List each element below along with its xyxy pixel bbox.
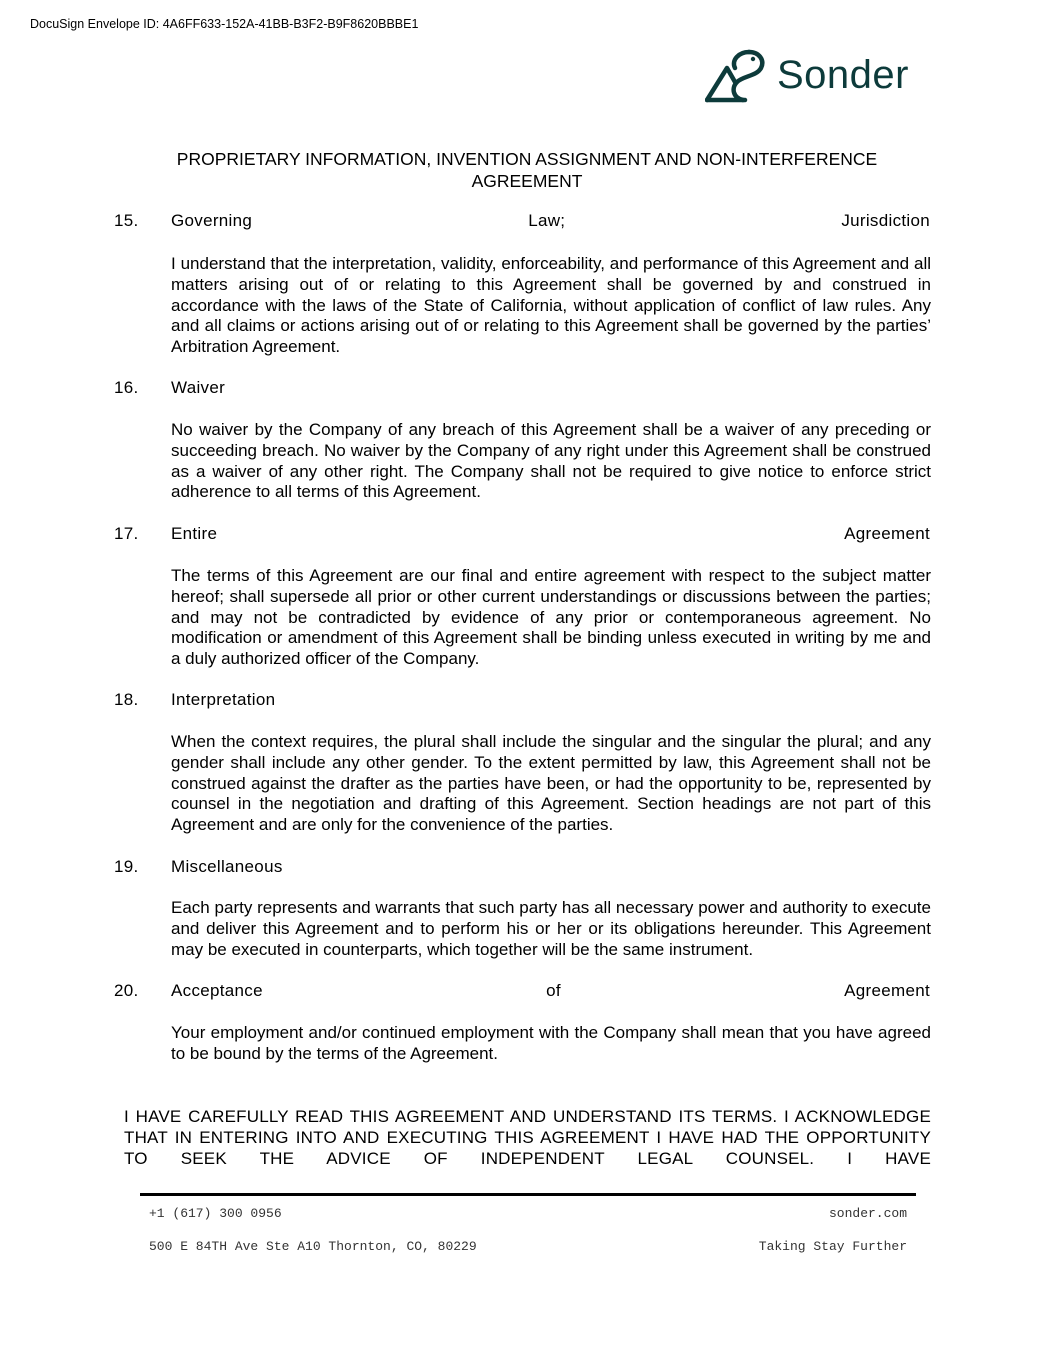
section-number: 16.: [114, 378, 139, 397]
heading-word: Law;: [528, 211, 566, 230]
section-number: 19.: [114, 857, 139, 876]
heading-word: Entire: [171, 524, 218, 543]
footer-website: sonder.com: [828, 1206, 907, 1221]
section-heading: [0, 211, 1055, 232]
footer-address: 500 E 84TH Ave Ste A10 Thornton, CO, 80229: [149, 1239, 477, 1254]
heading-word: of: [546, 981, 561, 1000]
heading-word: Agreement: [844, 981, 930, 1000]
section-body: When the context requires, the plural shall include the singular and the singular the plural; and any gender shall include any other gender. To the extent permitted by law, this Agreement shall not be construed against the drafter as the parties have been, or had the opportunity to be, represented by counsel in the negotiation and drafting of this Agreement. Section headings are not part of this Agreement and are only for the convenience of the parties.: [171, 732, 931, 835]
heading-word: Governing: [171, 211, 253, 230]
sonder-bird-logo-icon: [705, 46, 769, 104]
heading-word: Waiver: [171, 378, 226, 397]
heading-word: Miscellaneous: [171, 857, 283, 876]
heading-word: Agreement: [844, 524, 930, 543]
document-title: PROPRIETARY INFORMATION, INVENTION ASSIGNMENT AND NON-INTERFERENCE AGREEMENT: [176, 149, 878, 191]
heading-word: Interpretation: [171, 690, 276, 709]
section-body: The terms of this Agreement are our final and entire agreement with respect to the subject matter hereof; shall supersede all prior or other current understandings or discussions between the parties; and may not be contradicted by evidence of any prior or contemporaneous agreement. No modification or amendment of this Agreement shall be binding unless executed in writing by me and a duly authorized officer of the Company.: [171, 566, 931, 669]
section-number: 20.: [114, 981, 139, 1000]
section-heading: [0, 690, 1055, 711]
heading-word: Acceptance: [171, 981, 263, 1000]
section-body: No waiver by the Company of any breach of this Agreement shall be a waiver of any preceding or succeeding breach. No waiver by the Company of any right under this Agreement shall be construed as a waiver of any other right. The Company shall not be required to give notice to enforce strict adherence to all terms of this Agreement.: [171, 420, 931, 502]
section-title: [171, 378, 930, 398]
section-title: [171, 857, 930, 877]
docusign-envelope-id: DocuSign Envelope ID: 4A6FF633-152A-41BB-B3F2-B9F8620BBBE1: [30, 17, 419, 31]
section-heading: [0, 981, 1055, 1002]
footer-phone: +1 (617) 300 0956: [149, 1206, 282, 1221]
section-heading: [0, 378, 1055, 399]
section-title: [171, 981, 930, 1001]
section-title: [171, 690, 930, 710]
section-heading: [0, 857, 1055, 878]
sonder-wordmark: Sonder: [777, 52, 909, 97]
footer-row-1: [149, 1206, 907, 1221]
section-number: 18.: [114, 690, 139, 709]
footer-divider: [140, 1193, 916, 1196]
section-title: [171, 524, 930, 544]
section-number: 17.: [114, 524, 139, 543]
section-heading: [0, 524, 1055, 545]
footer-tagline: Taking Stay Further: [758, 1239, 907, 1254]
heading-word: Jurisdiction: [841, 211, 930, 230]
section-number: 15.: [114, 211, 139, 230]
section-body: Each party represents and warrants that such party has all necessary power and authority to execute and deliver this Agreement and to perform his or her or its obligations hereunder. This Agreement may be executed in counterparts, which together will be the same instrument.: [171, 898, 931, 959]
section-body: I understand that the interpretation, validity, enforceability, and performance of this Agreement and all matters arising out of or relating to this Agreement shall be governed by and construed in accordance with the laws of the State of California, without application of conflict of law rules. Any and all claims or actions arising out of or relating to this Agreement shall be governed by the parties’ Arbitration Agreement.: [171, 254, 931, 357]
footer-row-2: [149, 1239, 907, 1254]
section-title: [171, 211, 930, 231]
acknowledgement-paragraph: I HAVE CAREFULLY READ THIS AGREEMENT AND UNDERSTAND ITS TERMS. I ACKNOWLEDGE THAT IN ENTERING INTO AND EXECUTING THIS AGREEMENT I HAVE HAD THE OPPORTUNITY TO SEEK THE ADVICE OF INDEPENDENT LEGAL COUNSEL. I HAVE: [124, 1107, 931, 1168]
section-body: Your employment and/or continued employment with the Company shall mean that you have agreed to be bound by the terms of the Agreement.: [171, 1023, 931, 1063]
sonder-logo: [705, 46, 909, 104]
